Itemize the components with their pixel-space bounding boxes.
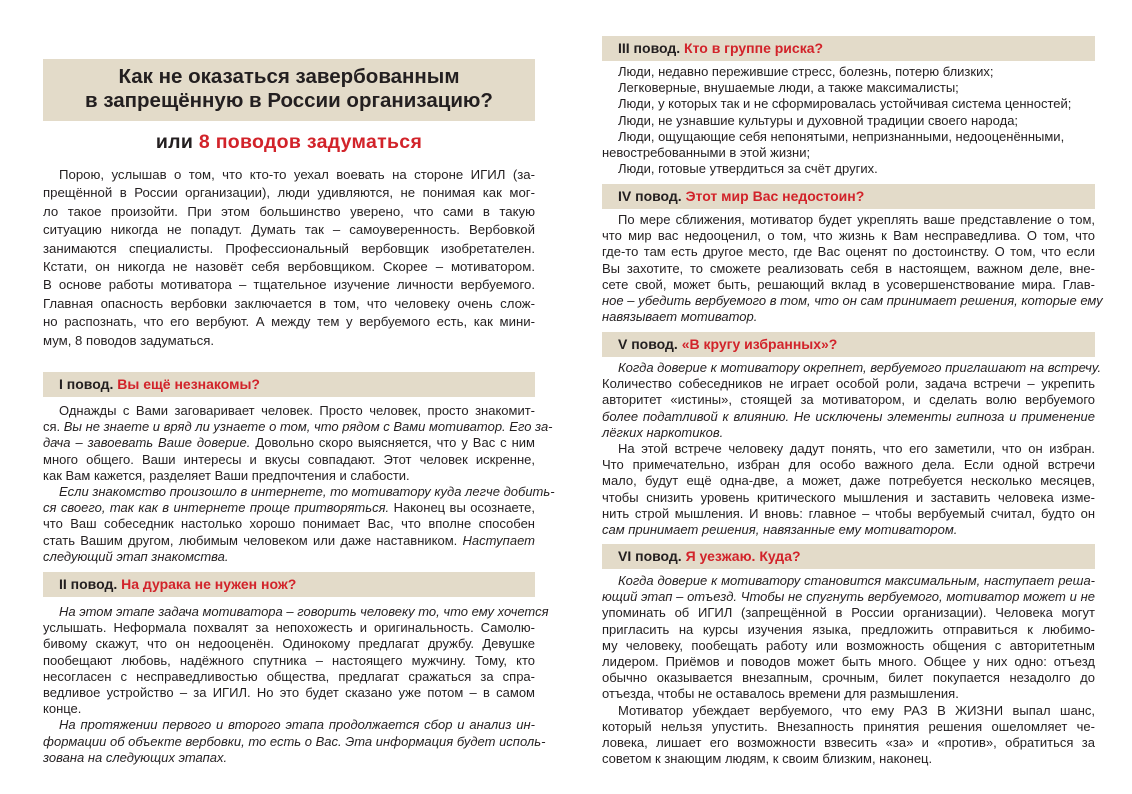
text-line: следующий этап знакомства. xyxy=(43,548,229,564)
text-run: ся. xyxy=(43,419,64,435)
section-heading-2 xyxy=(43,572,535,597)
text-line: более податливой к влиянию. Не исключены элементы гипноза и применение xyxy=(602,408,1095,424)
list-item: Люди, ощущающие себя непонятыми, непризнанными, недооценёнными, xyxy=(618,128,1065,144)
text-line: сам принимает решения, навязанные ему мотиватором. xyxy=(602,522,958,538)
text-line: Вы захотите, то сможете реализовать себя в настоящем, важном деле, внe- xyxy=(602,260,1095,276)
text-line: На этом этапе задача мотиватора – говорить человеку то, что ему хочется xyxy=(59,604,549,619)
text-line: конце. xyxy=(43,701,82,717)
list-item: Люди, недавно пережившие стресс, болезнь, потерю близких; xyxy=(618,64,994,79)
text-line: советом к знающим людям, к своим близким, наконец. xyxy=(602,751,933,767)
section-title: Вы ещё незнакомы? xyxy=(117,376,260,392)
text-line: пообещают любовь, надёжного спутника – настоящего мужчину. Тому, кто xyxy=(43,652,535,668)
text-run: ся своего, так как в интернете проще притворяться. xyxy=(43,500,390,516)
section-heading-6 xyxy=(602,544,1095,569)
title-line-2: в запрещённую в России организацию? xyxy=(85,89,493,112)
section-title: Этот мир Вас недостоин? xyxy=(685,188,865,204)
text-line: несогласен с несправедливостью общества, предлагат сражаться за спра- xyxy=(43,668,535,684)
section-3-list xyxy=(602,64,1095,177)
text-line: как Вам кажется, разделяет Ваши предпочтения и слабости. xyxy=(43,467,410,483)
text-run: Наступает xyxy=(457,532,535,548)
text-line: В основе работы мотиватора – тщательное изучение личности вербуемого. xyxy=(43,277,535,293)
text-line: Мотиватор убеждает вербуемого, что ему РАЗ В ЖИЗНИ выпал шанс, xyxy=(618,702,1095,718)
text-run: Довольно скоро выясняется, что у Вас с ним xyxy=(250,435,535,451)
text-line: ло такое произойти. При этом большинство уверено, что сами в такую xyxy=(43,203,535,219)
text-line: пригласить на курсы изучения языка, предложить отправиться к любимо- xyxy=(602,621,1095,637)
text-run: дача – завоевать Ваше доверие. xyxy=(43,435,251,451)
section-label: VI повод. xyxy=(618,548,686,564)
section-label: III повод. xyxy=(618,40,685,56)
text-line: бивому скажут, что он недооценён. Одинокому предлагат дружбу. Девушке xyxy=(43,636,535,652)
text-line xyxy=(43,533,535,549)
text-line: Порою, услышав о том, что кто-то уехал воевать на стороне ИГИЛ (за- xyxy=(59,167,535,182)
section-label: V повод. xyxy=(618,336,682,352)
text-line: где-то там есть другое место, где Вас оценят по достоинству. О том, что если xyxy=(602,244,1095,260)
text-run: Вы не знаете и вряд ли узнаете о том, что рядом с Вами мотиватор. Его за- xyxy=(63,419,553,435)
section-4-body xyxy=(602,212,1103,325)
text-line: Кстати, он никогда не назовёт себя вербовщиком. Скорее – мотиватором. xyxy=(43,259,535,275)
text-run: Наконец вы осознаете, xyxy=(389,500,536,516)
text-line: но распознать, что его вербуют. А между тем у вербуемого есть, как мини- xyxy=(43,314,535,330)
text-line: лёгких наркотиков. xyxy=(602,424,724,440)
text-line xyxy=(43,435,535,451)
text-line: зована на следующих этапах. xyxy=(43,749,228,765)
subtitle-accent: 8 поводов задуматься xyxy=(198,131,423,153)
text-line: прещённой в России организации), люди удивляются, не понимая как мог- xyxy=(43,185,535,201)
title-line-1: Как не оказаться завербованным xyxy=(118,65,460,88)
text-line: мум, 8 поводов задуматься. xyxy=(43,332,215,348)
article-subtitle xyxy=(43,130,535,154)
section-2-body xyxy=(43,604,549,766)
section-title: На дурака не нужен нож? xyxy=(121,576,297,592)
text-line: услышать. Неформала похвалят за непохожесть и оригинальность. Самолю- xyxy=(43,620,535,636)
section-heading-4 xyxy=(602,184,1095,209)
text-line: Если знакомство произошло в интернете, то мотиватору куда легче добить- xyxy=(59,484,555,500)
section-title: Я уезжаю. Куда? xyxy=(685,548,801,564)
text-line: ситуацию никогда не попадут. Думать так – самоуверенность. Вербовкой xyxy=(43,222,535,238)
list-item: Люди, не узнавшие культуры и духовной традиции своего народа; xyxy=(618,112,1019,128)
subtitle-prefix: или xyxy=(155,131,199,153)
section-6-body xyxy=(602,573,1095,767)
text-line: Что примечательно, избран для особо важного дела. Если одной встречи xyxy=(602,457,1095,473)
text-line: отъезда, чтобы не оставалось времени для размышления. xyxy=(602,686,959,702)
text-line: Когда доверие к мотиватору окрепнет, вербуемого приглашают на встречу. xyxy=(618,360,1102,375)
list-item-continuation: невостребованными в этой жизни; xyxy=(602,145,811,161)
text-line: му человеку, пообещать работу или возможность общения с авторитетным xyxy=(602,637,1095,653)
text-line xyxy=(43,419,553,435)
text-line: Количество собеседников не играет особой роли, задача встречи – укрепить xyxy=(602,376,1095,392)
text-line: обычно оказывается внезапным, срочным, билет покупается незадолго до xyxy=(602,670,1095,686)
text-line: Однажды с Вами заговаривает человек. Просто человек, просто знакомит- xyxy=(59,403,535,418)
section-heading-5 xyxy=(602,332,1095,357)
section-heading-3 xyxy=(602,36,1095,61)
text-line: упоминать об ИГИЛ (запрещённой в России организации). Человека могут xyxy=(602,605,1095,621)
section-title: Кто в группе риска? xyxy=(684,40,824,56)
text-line: ловека, лишает его возможности взвесить «за» и «против», обратиться за xyxy=(602,735,1095,751)
text-line: что мир вас недооценил, о том, что жизнь к Вам несправедлива. О том, что xyxy=(602,228,1095,244)
section-title: «В кругу избранных»? xyxy=(681,336,838,352)
section-heading-1 xyxy=(43,372,535,397)
list-item: Люди, у которых так и не сформировалась устойчивая система ценностей; xyxy=(618,96,1072,112)
text-line xyxy=(43,500,535,516)
text-line: На этой встрече человеку дадут понять, что его заметили, что он избран. xyxy=(618,441,1095,457)
text-line: много общего. Ваши интересы и вкусы совпадают. Этот человек искренне, xyxy=(43,451,535,467)
text-line: Когда доверие к мотиватору становится максимальным, наступает реша- xyxy=(618,573,1095,588)
text-line: сете свой, может быть, решающий вклад в усовершенствование мира. Глав- xyxy=(602,276,1095,292)
list-item: Люди, готовые утвердиться за счёт других. xyxy=(618,161,878,177)
text-line: формации об объекте вербовки, то есть о Вас. Эта информация будет исполь- xyxy=(43,733,546,749)
text-line: Главная опасность вербовки заключается в том, что человеку очень слож- xyxy=(43,295,535,311)
text-line: По мере сближения, мотиватор будет укреплять ваше представление о том, xyxy=(618,212,1095,227)
list-item: Легковерные, внушаемые люди, а также максималисты; xyxy=(618,80,959,96)
section-label: I повод. xyxy=(59,376,118,392)
text-line: На протяжении первого и второго этапа продолжается сбор и анализ ин- xyxy=(59,717,535,733)
text-line: навязывает мотиватор. xyxy=(602,309,758,325)
text-run: стать Вашим другом, любимым человеком или даже наставником. xyxy=(43,532,458,548)
text-line: чтобы снизить уровень критического мышления и заставить человека изме- xyxy=(602,489,1095,505)
text-line: что Ваш собеседник настолько хорошо понимает Вас, что вполне способен xyxy=(43,516,535,532)
text-line: который нельзя упустить. Внезапность принятия решения ошеломляет че- xyxy=(602,718,1095,734)
text-line: авторитет «истины», стоящей за мотиватором, и сделать волю вербуемого xyxy=(602,392,1095,408)
text-line: мало, будут ещё одна-две, а может, даже потребуется несколько месяцев, xyxy=(602,473,1095,489)
section-1-body xyxy=(43,403,555,565)
text-line: лидером. Приёмов и поводов может быть много. Общее у них одно: отъезд xyxy=(602,654,1095,670)
text-line: ющий этап – отъезд. Чтобы не спугнуть вербуемого, мотиватор может и не xyxy=(602,589,1095,605)
section-5-body xyxy=(602,360,1102,538)
article-title xyxy=(43,59,535,121)
text-line: занимаются специалисты. Профессиональный вербовщик изобретателен. xyxy=(43,240,535,256)
text-line: ведливое устройство – за ИГИЛ. Но это будет сказано уже потом – в самом xyxy=(43,685,535,701)
text-line: нить строй мышления. И вновь: главное – чтобы вербуемый считал, будто он xyxy=(602,505,1095,521)
section-label: IV повод. xyxy=(618,188,686,204)
intro-paragraph xyxy=(43,166,535,350)
text-line: ное – убедить вербуемого в том, что он сам принимает решения, которые ему xyxy=(602,293,1103,309)
section-label: II повод. xyxy=(59,576,122,592)
